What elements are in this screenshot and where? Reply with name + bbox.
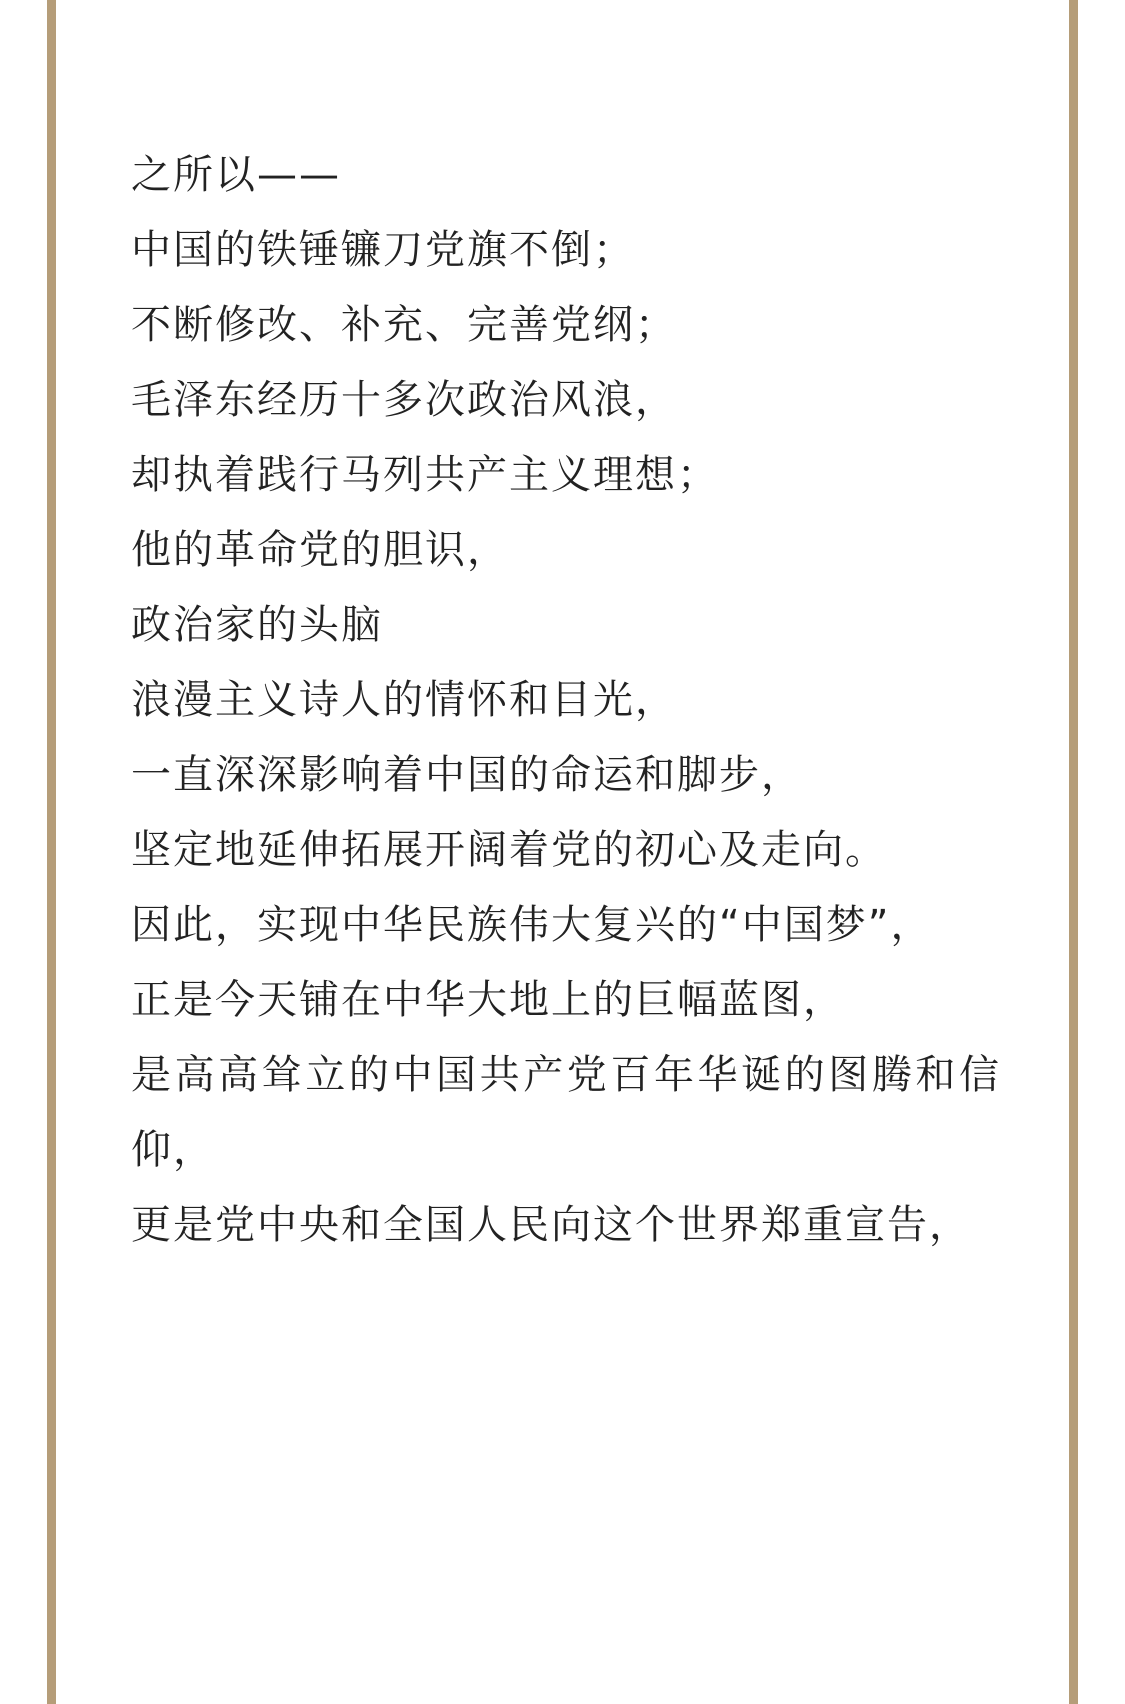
poem-line: 一直深深影响着中国的命运和脚步， <box>131 752 803 798</box>
frame-border-right <box>1069 0 1078 1704</box>
poem-line: 因此，实现中华民族伟大复兴的“中国梦”， <box>131 902 933 948</box>
poem-line: 正是今天铺在中华大地上的巨幅蓝图， <box>131 977 845 1023</box>
poem-body <box>131 138 1001 1263</box>
poem-line: 浪漫主义诗人的情怀和目光， <box>131 677 677 723</box>
poem-line: 之所以—— <box>131 152 341 198</box>
poem-line: 不断修改、补充、完善党纲； <box>131 302 677 348</box>
poem-line: 坚定地延伸拓展开阔着党的初心及走向。 <box>131 827 887 873</box>
poem-line: 更是党中央和全国人民向这个世界郑重宣告， <box>131 1202 971 1248</box>
frame-border-left <box>47 0 56 1704</box>
poem-line: 却执着践行马列共产主义理想； <box>131 452 719 498</box>
poem-line: 毛泽东经历十多次政治风浪， <box>131 377 677 423</box>
poem-line: 政治家的头脑 <box>131 602 383 648</box>
poem-line: 他的革命党的胆识， <box>131 527 509 573</box>
poem-line: 是高高耸立的中国共产党百年华诞的图腾和信仰， <box>131 1052 1001 1173</box>
poem-line: 中国的铁锤镰刀党旗不倒； <box>131 227 635 273</box>
